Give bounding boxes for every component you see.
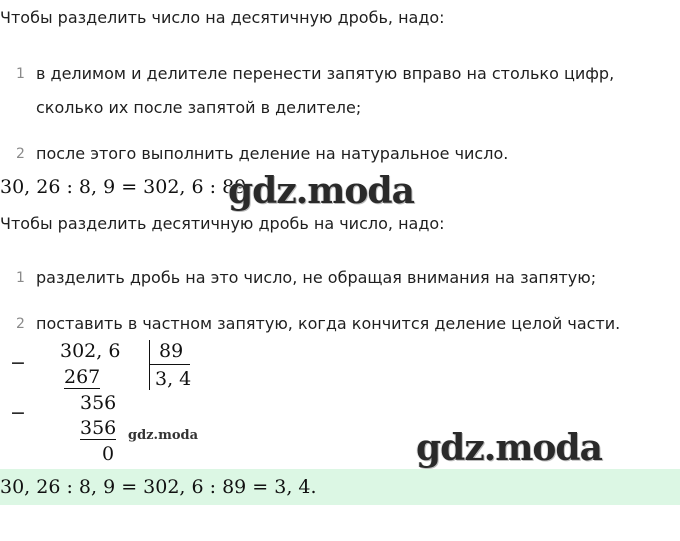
division-minus-sign-1: −: [10, 352, 26, 374]
watermark-bottom: gdz.moda: [416, 427, 602, 469]
division-minus-sign-2: −: [10, 402, 26, 424]
rule2-item1-text: разделить дробь на это число, не обращая внимания на запятую;: [36, 268, 597, 287]
watermark-main: gdz.moda: [228, 170, 414, 212]
rule1-item2-text: после этого выполнить деление на натуральное число.: [36, 144, 509, 163]
division-divisor: 89: [159, 340, 184, 362]
division-subtrahend-2: 356: [80, 417, 117, 439]
division-quotient: 3, 4: [155, 368, 192, 390]
rule2-item2-number: 2: [16, 316, 25, 332]
watermark-small: gdz.moda: [128, 428, 199, 443]
division-vertical-bar: [149, 340, 150, 390]
division-subtrahend-1: 267: [64, 366, 101, 388]
division-remainder-1: 356: [80, 392, 117, 414]
rule1-item1-text-line1: в делимом и делителе перенести запятую вправо на столько цифр,: [36, 64, 615, 83]
answer-equation: 30, 26 : 8, 9 = 302, 6 : 89 = 3, 4.: [0, 476, 317, 498]
rule1-intro: Чтобы разделить число на десятичную дробь, надо:: [0, 8, 445, 27]
division-remainder-2: 0: [102, 443, 115, 465]
division-dividend: 302, 6: [60, 340, 121, 362]
rule2-item2-text: поставить в частном запятую, когда кончится деление целой части.: [36, 314, 621, 333]
rule2-item1-number: 1: [16, 270, 25, 286]
rule1-item1-text-line2: сколько их после запятой в делителе;: [36, 98, 362, 117]
rule2-intro: Чтобы разделить десятичную дробь на число, надо:: [0, 214, 445, 233]
conversion-equation: 30, 26 : 8, 9 = 302, 6 : 89.: [0, 176, 253, 198]
rule1-item2-number: 2: [16, 146, 25, 162]
division-horizontal-bar: [150, 364, 190, 365]
rule1-item1-number: 1: [16, 66, 25, 82]
